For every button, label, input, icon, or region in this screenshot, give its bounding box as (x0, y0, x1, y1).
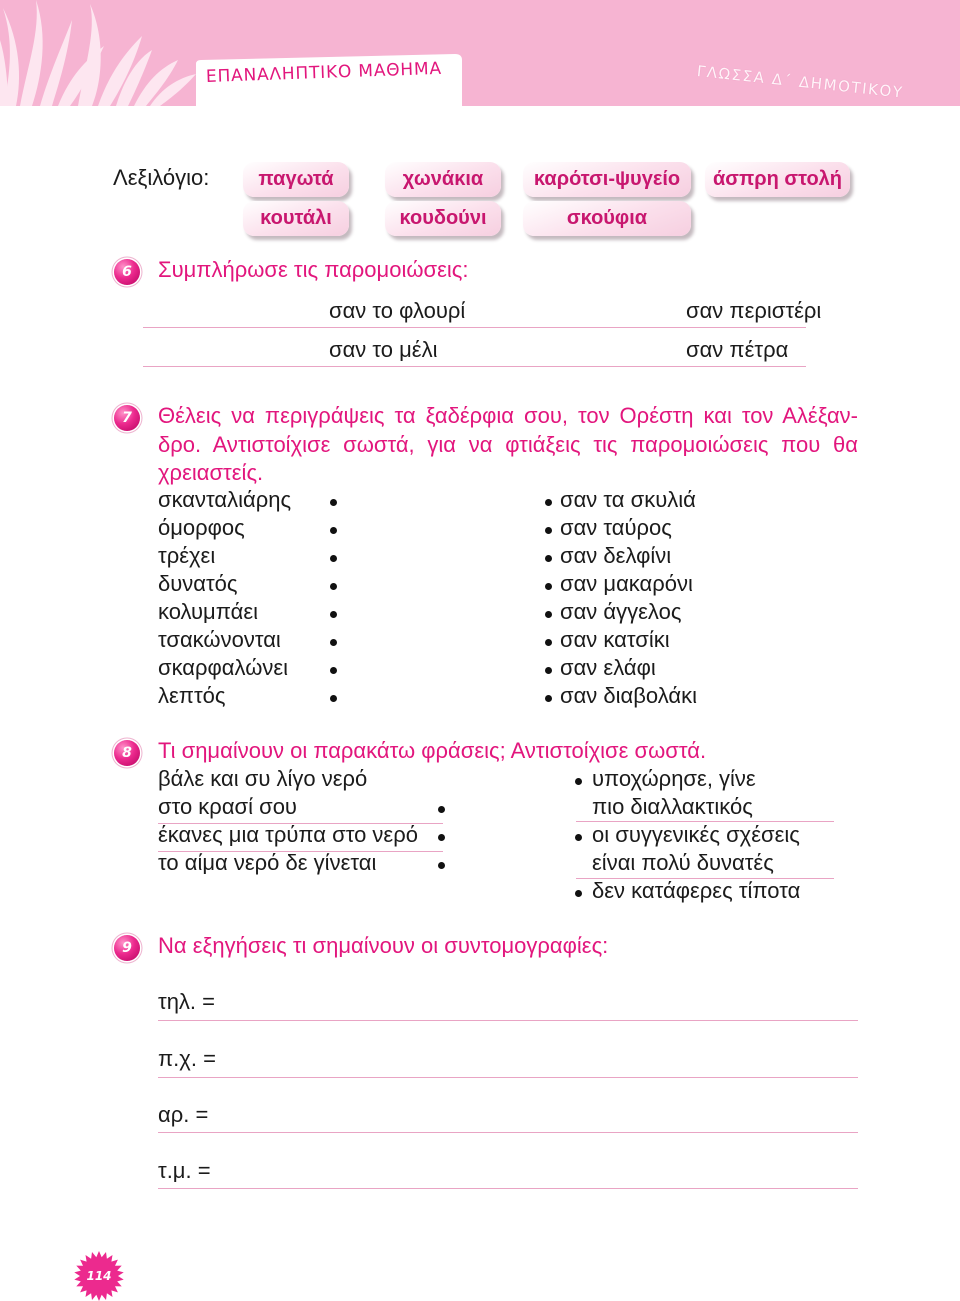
match-dot (545, 499, 552, 506)
book-title: ΓΛΩΣΣΑ Δ΄ ΔΗΜΟΤΙΚΟΥ (696, 62, 905, 102)
phrase-line: το αίμα νερό δε γίνεται (158, 850, 377, 875)
match-left-item: δυνατός (158, 571, 238, 596)
meaning-line: είναι πολύ δυνατές (592, 850, 774, 875)
vocabulary-word-chip: παγωτά (243, 162, 349, 197)
meaning-line: υποχώρησε, γίνε (592, 766, 756, 791)
meaning-line: οι συγγενικές σχέσεις (592, 822, 800, 847)
lesson-title: ΕΠΑΝΑΛΗΠΤΙΚΟ ΜΑΘΗΜΑ (205, 58, 443, 87)
match-dot (545, 667, 552, 674)
answer-line (143, 327, 806, 328)
exercise-7-instruction-line: Θέλεις να περιγράψεις τα ξαδέρφια σου, τον Ορέστη και τον Αλέξαν- (158, 403, 858, 428)
abbreviation-label: τηλ. = (158, 989, 215, 1014)
simile-prompt: σαν περιστέρι (686, 298, 822, 323)
simile-prompt: σαν πέτρα (686, 337, 789, 362)
exercise-8-instruction: Τι σημαίνουν οι παρακάτω φράσεις; Αντιστοίχισε σωστά. (158, 738, 707, 763)
match-left-item: σκαρφαλώνει (158, 655, 289, 680)
match-right-item: σαν ελάφι (560, 655, 656, 680)
simile-prompt: σαν το μέλι (329, 337, 438, 362)
match-dot (330, 527, 337, 534)
match-dot (330, 695, 337, 702)
vocabulary-word-chip: χωνάκια (385, 162, 501, 197)
match-dot (575, 778, 582, 785)
answer-line (158, 1132, 858, 1133)
match-dot (575, 890, 582, 897)
exercise-number-badge: 7 (114, 405, 140, 431)
match-dot (545, 611, 552, 618)
match-dot (330, 555, 337, 562)
match-dot (545, 527, 552, 534)
match-dot (545, 639, 552, 646)
exercise-number-badge: 8 (114, 740, 140, 766)
match-dot (545, 555, 552, 562)
exercise-7-instruction-line: δρο. Αντιστοίχισε σωστά, για να φτιάξεις τις παρομοιώσεις που θα (158, 432, 858, 457)
exercise-number-badge: 9 (114, 935, 140, 961)
page-number: 114 (86, 1269, 112, 1283)
abbreviation-label: τ.μ. = (158, 1158, 211, 1183)
match-dot (330, 611, 337, 618)
match-dot (438, 862, 445, 869)
meaning-line: δεν κατάφερες τίποτα (592, 878, 801, 903)
match-left-item: τσακώνονται (158, 627, 281, 652)
match-dot (575, 834, 582, 841)
exercise-9-instruction: Να εξηγήσεις τι σημαίνουν οι συντομογραφίες: (158, 933, 609, 958)
vocabulary-word-chip: άσπρη στολή (705, 162, 850, 197)
match-left-item: λεπτός (158, 683, 226, 708)
match-left-item: σκανταλιάρης (158, 487, 292, 512)
match-dot (545, 695, 552, 702)
vocabulary-word-chip: σκούφια (523, 201, 691, 236)
match-right-item: σαν διαβολάκι (560, 683, 698, 708)
match-right-item: σαν μακαρόνι (560, 571, 693, 596)
exercise-6-instruction: Συμπλήρωσε τις παρομοιώσεις: (158, 257, 469, 282)
vocabulary-label: Λεξιλόγιο: (113, 165, 210, 190)
match-right-item: σαν άγγελος (560, 599, 682, 624)
match-right-item: σαν τα σκυλιά (560, 487, 696, 512)
match-right-item: σαν κατσίκι (560, 627, 670, 652)
exercise-number-badge: 6 (114, 259, 140, 285)
abbreviation-label: π.χ. = (158, 1046, 216, 1071)
vocabulary-word-chip: κουτάλι (243, 201, 349, 236)
answer-line (143, 366, 806, 367)
answer-line (158, 1020, 858, 1021)
match-dot (438, 806, 445, 813)
exercise-7-instruction-line: χρειαστείς. (158, 460, 264, 485)
answer-line (158, 1077, 858, 1078)
abbreviation-label: αρ. = (158, 1102, 209, 1127)
phrase-line: στο κρασί σου (158, 794, 297, 819)
match-dot (438, 834, 445, 841)
header-banner (0, 0, 960, 112)
match-dot (330, 667, 337, 674)
match-dot (330, 639, 337, 646)
match-left-item: όμορφος (158, 515, 245, 540)
phrase-line: έκανες μια τρύπα στο νερό (158, 822, 418, 847)
vocabulary-word-chip: κουδούνι (385, 201, 501, 236)
match-dot (545, 583, 552, 590)
simile-prompt: σαν το φλουρί (329, 298, 466, 323)
match-dot (330, 583, 337, 590)
match-right-item: σαν δελφίνι (560, 543, 672, 568)
match-right-item: σαν ταύρος (560, 515, 672, 540)
match-left-item: κολυμπάει (158, 599, 259, 624)
vocabulary-word-chip: καρότσι-ψυγείο (523, 162, 691, 197)
meaning-line: πιο διαλλακτικός (592, 794, 753, 819)
answer-line (158, 1188, 858, 1189)
match-dot (330, 499, 337, 506)
phrase-line: βάλε και συ λίγο νερό (158, 766, 368, 791)
match-left-item: τρέχει (158, 543, 216, 568)
